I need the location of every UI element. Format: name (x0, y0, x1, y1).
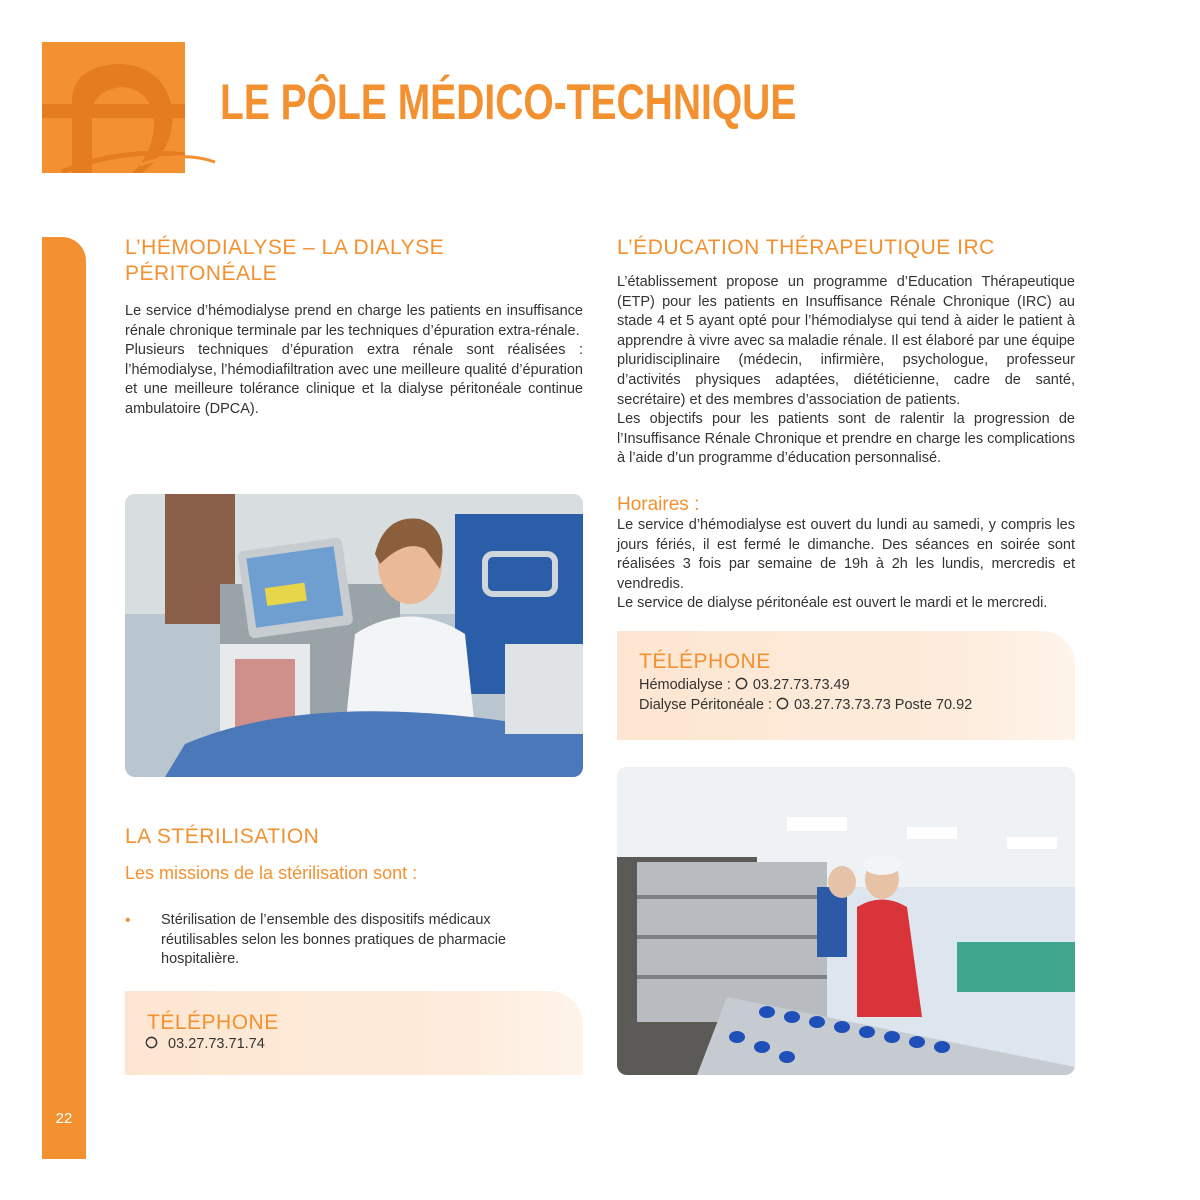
hemodialyse-paragraph-1: Le service d’hémodialyse prend en charge les patients en insuffisance rénale chronique terminale par les techniques d’épuration extra-rénale. (125, 303, 583, 339)
horaires-label: Horaires : (617, 494, 700, 515)
horaires-text (617, 516, 1075, 614)
sterilisation-subtitle: Les missions de la stérilisation sont : (125, 863, 418, 883)
education-title: L’ÉDUCATION THÉRAPEUTIQUE IRC (617, 236, 995, 259)
phone-line-label: Hémodialyse : (639, 677, 735, 693)
hemodialyse-text (125, 302, 583, 420)
logo-swoosh-icon (140, 140, 220, 170)
sterilisation-item: Stérilisation de l’ensemble des dispositifs médicaux réutilisables selon les bonnes pratiques de pharmacie hospitalière. (161, 912, 506, 968)
sterilisation-phone-title: TÉLÉPHONE (147, 1011, 279, 1034)
sterilisation-phone-line (145, 1035, 265, 1053)
page-number: 22 (55, 1110, 73, 1127)
education-paragraph-2: Les objectifs pour les patients sont de ralentir la progression de l’Insuffisance Rénale Chronique et prendre en charge les complications à l’aide d’un programme d’éducation personnalisé. (617, 411, 1075, 467)
sterilization-unit-photo (617, 767, 1075, 1075)
hemodialyse-phone-number[interactable]: 03.27.73.73.49 (752, 677, 850, 693)
dialyse-phone-line-1 (639, 676, 850, 694)
page-title: LE PÔLE MÉDICO-TECHNIQUE (220, 74, 797, 130)
dialyse-phone-title: TÉLÉPHONE (639, 650, 771, 673)
bullet-icon: • (125, 912, 131, 929)
dialyse-peritoneale-phone-number[interactable]: 03.27.73.73.73 Poste 70.92 (794, 697, 973, 713)
side-bar (42, 237, 86, 1159)
phone-icon (735, 677, 753, 693)
phone-icon (145, 1036, 168, 1052)
sterilisation-title: LA STÉRILISATION (125, 825, 320, 848)
education-paragraph-1: L’établissement propose un programme d’Education Thérapeutique (ETP) pour les patients en Insuffisance Rénale Chronique (IRC) au stade 4 et 5 ayant opté pour l’hémodialyse qui tend à aider le patient à apprendre à vivre avec sa maladie rénale. Il est élaboré par une équipe pluridisciplinaire (médecin, infirmière, psychologue, professeur d’activités physiques adaptées, diététicienne, cadre de santé, secrétaire) et des membres d’association de patients. (617, 274, 1075, 408)
horaires-paragraph-1: Le service d’hémodialyse est ouvert du lundi au samedi, y compris les jours fériés, il est fermé le dimanche. Des séances en soirée sont réalisées 3 fois par semaine de 19h à 2h les lundis, mercredis et vendredis. (617, 517, 1075, 592)
education-text (617, 273, 1075, 469)
dialyse-phone-box (617, 631, 1075, 740)
phone-icon (776, 697, 794, 713)
dialyse-phone-line-2 (639, 696, 972, 714)
hemodialyse-paragraph-2: Plusieurs techniques d’épuration extra rénale sont réalisées : l’hémodialyse, l’hémodiafiltration avec une meilleure qualité d’épuration et une meilleure tolérance clinique et la dialyse péritonéale continue ambulatoire (DPCA). (125, 342, 583, 417)
hemodialyse-title: L’HÉMODIALYSE – LA DIALYSE PÉRITONÉALE (125, 236, 445, 285)
sterilisation-phone-number[interactable]: 03.27.73.71.74 (168, 1036, 265, 1052)
nurse-dialysis-machine-photo (125, 494, 583, 777)
horaires-paragraph-2: Le service de dialyse péritonéale est ouvert le mardi et le mercredi. (617, 595, 1048, 612)
phone-line-label: Dialyse Péritonéale : (639, 697, 777, 713)
sterilisation-phone-box (125, 991, 583, 1075)
